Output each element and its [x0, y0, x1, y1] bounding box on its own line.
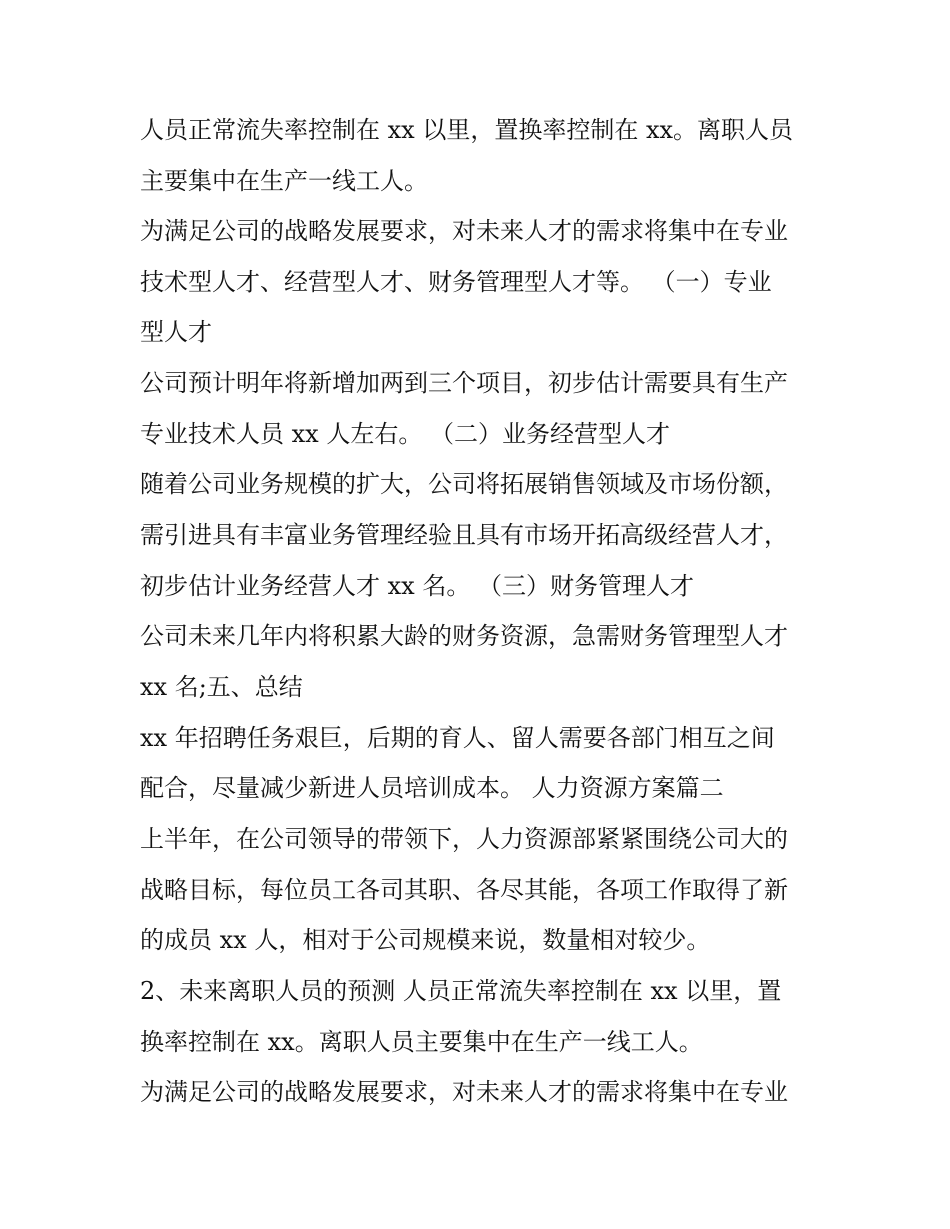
text-line-11: 公司未来几年内将积累大龄的财务资源，急需财务管理型人才	[140, 622, 788, 650]
text-line-2: 主要集中在生产一线工人。	[140, 167, 428, 195]
text-line-19: 换率控制在 xx。离职人员主要集中在生产一线工人。	[140, 1028, 703, 1056]
text-line-12: xx 名;五、总结	[140, 673, 303, 701]
text-line-4: 技术型人才、经营型人才、财务管理型人才等。 （一）专业	[140, 268, 772, 296]
text-line-3: 为满足公司的战略发展要求，对未来人才的需求将集中在专业	[140, 217, 788, 245]
text-line-20: 为满足公司的战略发展要求，对未来人才的需求将集中在专业	[140, 1078, 788, 1106]
text-line-6: 公司预计明年将新增加两到三个项目，初步估计需要具有生产	[140, 369, 788, 397]
text-line-14: 配合，尽量减少新进人员培训成本。 人力资源方案篇二	[140, 774, 724, 802]
text-line-17: 的成员 xx 人，相对于公司规模来说，数量相对较少。	[140, 926, 711, 954]
text-line-7: 专业技术人员 xx 人左右。 （二）业务经营型人才	[140, 420, 670, 448]
text-line-8: 随着公司业务规模的扩大，公司将拓展销售领域及市场份额，	[140, 470, 788, 498]
text-line-15: 上半年，在公司领导的带领下，人力资源部紧紧围绕公司大的	[140, 825, 788, 853]
text-line-1: 人员正常流失率控制在 xx 以里，置换率控制在 xx。离职人员	[140, 116, 794, 144]
text-line-9: 需引进具有丰富业务管理经验且具有市场开拓高级经营人才，	[140, 521, 788, 549]
text-line-18: 2、未来离职人员的预测 人员正常流失率控制在 xx 以里，置	[140, 977, 782, 1005]
text-line-13: xx 年招聘任务艰巨，后期的育人、留人需要各部门相互之间	[140, 724, 775, 752]
text-line-16: 战略目标，每位员工各司其职、各尽其能，各项工作取得了新	[140, 876, 788, 904]
text-line-10: 初步估计业务经营人才 xx 名。 （三）财务管理人才	[140, 572, 694, 600]
text-line-5: 型人才	[140, 318, 212, 346]
